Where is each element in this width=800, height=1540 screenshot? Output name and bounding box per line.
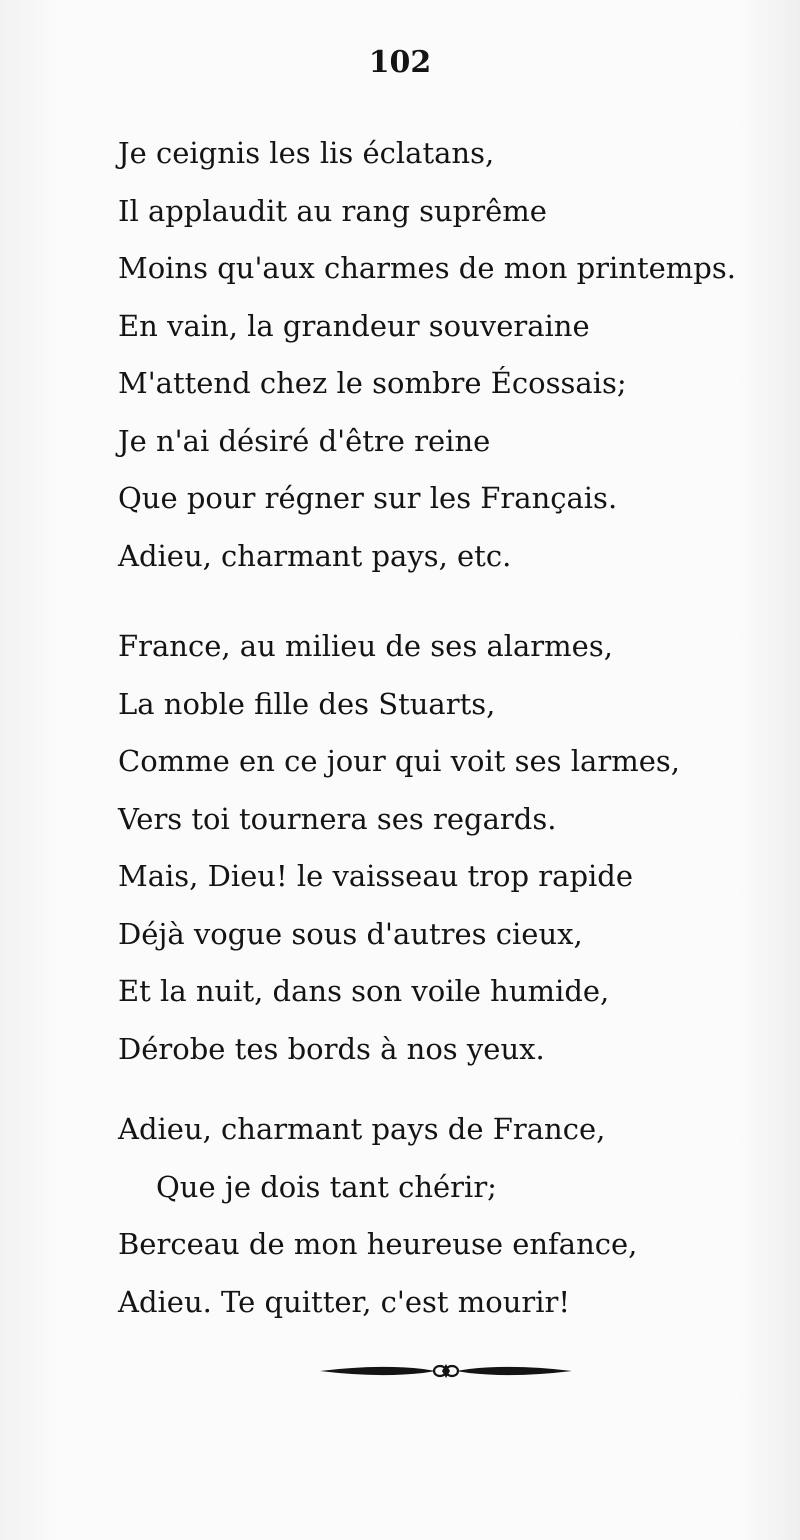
poem-line: Berceau de mon heureuse enfance,	[118, 1227, 638, 1261]
poem-line: Adieu. Te quitter, c'est mourir!	[118, 1284, 571, 1319]
poem-line: France, au milieu de ses alarmes,	[118, 629, 613, 663]
poem-line: La noble fille des Stuarts,	[118, 686, 496, 721]
decorative-rule-icon	[318, 1360, 574, 1382]
poem-refrain	[118, 1101, 637, 1331]
poem-line: Que je dois tant chérir;	[156, 1169, 497, 1204]
poem-line: En vain, la grandeur souveraine	[118, 308, 590, 343]
poem-stanza-2	[118, 618, 680, 1078]
poem-line: Déjà vogue sous d'autres cieux,	[118, 916, 583, 951]
poem-line: Adieu, charmant pays, etc.	[118, 538, 512, 573]
poem-line: Vers toi tournera ses regards.	[118, 801, 557, 836]
page-number: 102	[368, 45, 432, 80]
poem-line: Mais, Dieu! le vaisseau trop rapide	[118, 859, 634, 893]
poem-stanza-1	[118, 125, 736, 585]
poem-line: Moins qu'aux charmes de mon printemps.	[118, 251, 736, 285]
poem-line: Adieu, charmant pays de France,	[118, 1112, 606, 1146]
poem-line: Je ceignis les lis éclatans,	[118, 136, 495, 170]
poem-line: Et la nuit, dans son voile humide,	[118, 974, 610, 1008]
poem-line: Dérobe tes bords à nos yeux.	[118, 1031, 545, 1066]
poem-line: Je n'ai désiré d'être reine	[118, 423, 491, 458]
poem-line: Comme en ce jour qui voit ses larmes,	[118, 744, 680, 778]
poem-line: M'attend chez le sombre Écossais;	[118, 366, 627, 400]
poem-line: Que pour régner sur les Français.	[118, 481, 618, 515]
poem-line: Il applaudit au rang suprême	[118, 193, 547, 228]
